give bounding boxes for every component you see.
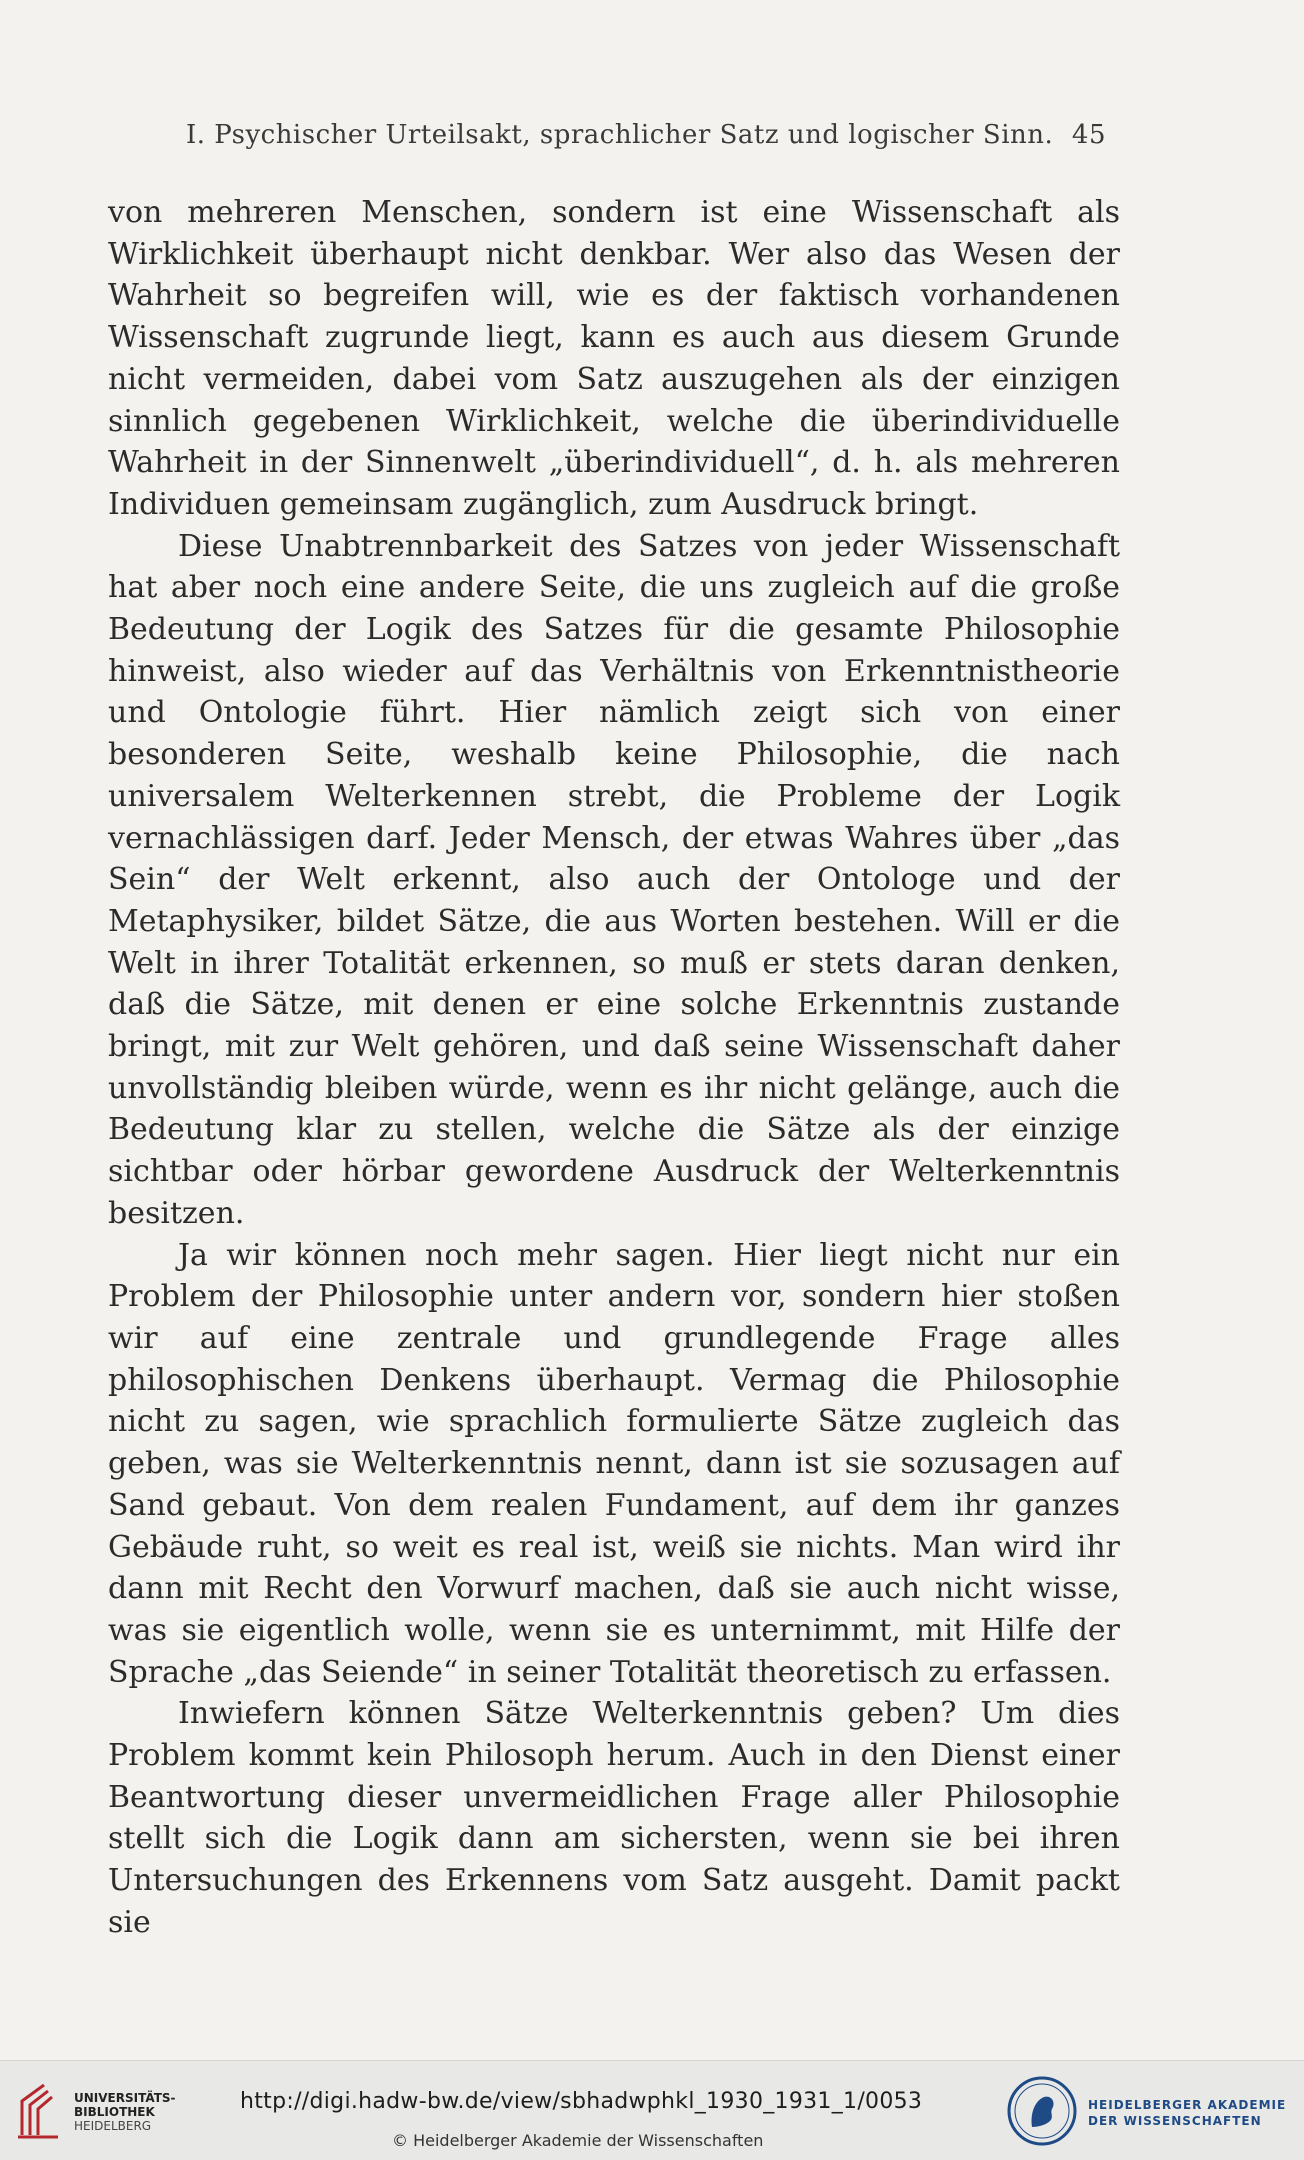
page-number: 45 — [1071, 120, 1106, 150]
paragraph-4: Inwiefern können Sätze Welterkenntnis geben? Um dies Problem kommt kein Philosoph herum. Auch in den Dienst einer Beantwortung dieser unvermeidlichen Frage aller Philosophie stellt sich die Logik dann am sichersten, wenn sie bei ihren Untersuchungen des Erkennens vom Satz ausgeht. Damit packt sie — [108, 1696, 1120, 1940]
academy-name: HEIDELBERGER AKADEMIE DER WISSENSCHAFTEN — [1088, 2098, 1287, 2128]
running-head — [186, 120, 1106, 150]
viewer-footer — [0, 2060, 1304, 2160]
running-title: I. Psychischer Urteilsakt, sprachlicher Satz und logischer Sinn. — [186, 120, 1054, 150]
library-name: UNIVERSITÄTS- BIBLIOTHEK HEIDELBERG — [74, 2091, 176, 2133]
library-logo-icon — [14, 2079, 64, 2141]
academy-seal-icon — [1006, 2075, 1078, 2147]
copyright-notice: © Heidelberger Akademie der Wissenschaften — [392, 2131, 764, 2150]
paragraph-1: von mehreren Menschen, sondern ist eine Wissenschaft als Wirklichkeit überhaupt nicht denkbar. Wer also das Wesen der Wahrheit so begreifen will, wie es der faktisch vorhandenen Wissenschaft zugrunde liegt, kann es auch aus diesem Grunde nicht vermeiden, dabei vom Satz auszugehen als der einzigen sinnlich gegebenen Wirklichkeit, welche die überindividuelle Wahrheit in der Sinnenwelt „überindividuell“, d. h. als mehreren Individuen gemeinsam zugänglich, zum Ausdruck bringt. — [108, 195, 1120, 522]
paragraph-2: Diese Unabtrennbarkeit des Satzes von jeder Wissenschaft hat aber noch eine andere Seite, die uns zugleich auf die große Bedeutung der Logik des Satzes für die gesamte Philosophie hinweist, also wieder auf das Verhältnis von Erkenntnistheorie und Ontologie führt. Hier nämlich zeigt sich von einer besonderen Seite, weshalb keine Philosophie, die nach universalem Welterkennen strebt, die Probleme der Logik vernachlässigen darf. Jeder Mensch, der etwas Wahres über „das Sein“ der Welt erkennt, also auch der Ontologe und der Metaphysiker, bildet Sätze, die aus Worten bestehen. Will er die Welt in ihrer Totalität erkennen, so muß er stets daran denken, daß die Sätze, mit denen er eine solche Erkenntnis zustande bringt, mit zur Welt gehören, und daß seine Wissenschaft daher unvollständig bleiben würde, wenn es ihr nicht gelänge, auch die Bedeutung klar zu stellen, welche die Sätze als der einzige sichtbar oder hörbar gewordene Ausdruck der Welterkenntnis besitzen. — [108, 528, 1120, 1231]
body-text — [108, 192, 1120, 1944]
paragraph-3: Ja wir können noch mehr sagen. Hier liegt nicht nur ein Problem der Philosophie unter andern vor, sondern hier stoßen wir auf eine zentrale und grundlegende Frage alles philosophischen Denkens überhaupt. Vermag die Philosophie nicht zu sagen, wie sprachlich formulierte Sätze zugleich das geben, was sie Welterkenntnis nennt, dann ist sie sozusagen auf Sand gebaut. Von dem realen Fundament, auf dem ihr ganzes Gebäude ruht, so weit es real ist, weiß sie nichts. Man wird ihr dann mit Recht den Vorwurf machen, daß sie auch nicht wisse, was sie eigentlich wolle, wenn sie es unternimmt, mit Hilfe der Sprache „das Seiende“ in seiner Totalität theoretisch zu erfassen. — [108, 1237, 1120, 1690]
permalink-url[interactable]: http://digi.hadw-bw.de/view/sbhadwphkl_1930_1931_1/0053 — [240, 2089, 923, 2114]
